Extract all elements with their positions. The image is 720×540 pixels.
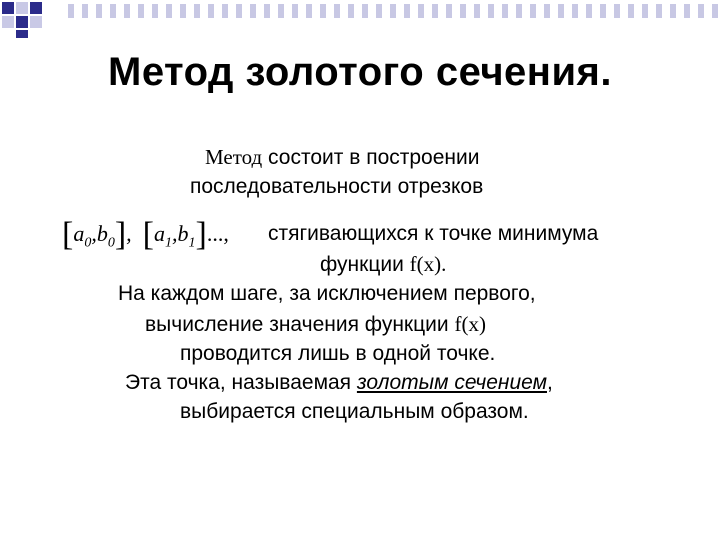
slide-title: Метод золотого сечения. (108, 50, 612, 94)
function-fx-2: f(x) (454, 312, 486, 336)
a1: a (153, 221, 165, 246)
line-1-text: состоит в построении (268, 146, 480, 169)
function-fx: f(x). (409, 252, 447, 276)
b0-sub: 0 (107, 235, 115, 251)
line-6 (145, 312, 486, 337)
method-word: Метод (205, 145, 263, 169)
line-3: стягивающихся к точке минимума (268, 222, 599, 245)
a0-sub: 0 (84, 235, 92, 251)
line-4-text: функции (320, 253, 404, 276)
line-8 (125, 371, 553, 395)
line-6-text: вычисление значения функции (145, 313, 449, 336)
decorative-squares (0, 0, 60, 40)
line-8-text: Эта точка, называемая (125, 371, 352, 394)
golden-section-term: золотым сечением (356, 371, 547, 394)
line-2: последовательности отрезков (190, 175, 484, 198)
segments-formula: $[a_0,b_0]$, $[a_1,b_1]$..., (62, 216, 229, 253)
line-1 (205, 145, 479, 170)
b1-sub: 1 (188, 235, 196, 251)
a1-sub: 1 (164, 235, 172, 251)
ellipsis: ..., (206, 221, 229, 246)
line-7: проводится лишь в одной точке. (180, 342, 496, 365)
b0: b (96, 221, 108, 246)
top-decorative-rule (60, 4, 720, 18)
line-5: На каждом шаге, за исключением первого, (118, 282, 536, 305)
line-4 (320, 252, 446, 277)
b1: b (177, 221, 189, 246)
a0: a (73, 221, 85, 246)
line-9: выбирается специальным образом. (180, 400, 529, 423)
line-8-comma: , (546, 371, 553, 394)
